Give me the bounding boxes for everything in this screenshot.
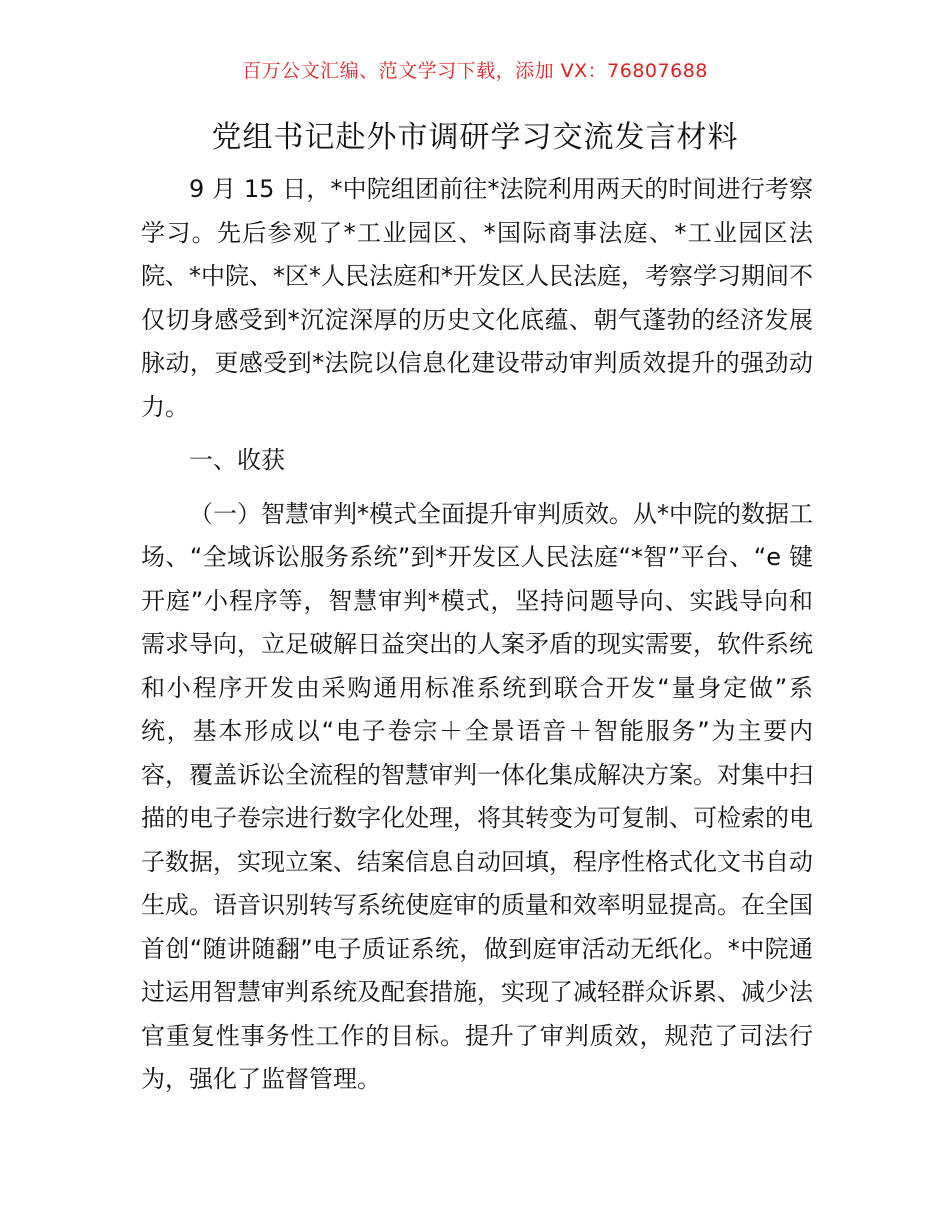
intro-paragraph: 9 月 15 日，*中院组团前往*法院利用两天的时间进行考察学习。先后参观了*工业园区、*国际商事法庭、*工业园区法院、*中院、*区*人民法庭和*开发区人民法庭，考察学习期间不仅切身感受到*沉淀深厚的历史文化底蕴、朝气蓬勃的经济发展脉动，更感受到*法院以信息化建设带动审判质效提升的强劲动力。 xyxy=(141,175,813,421)
header-banner: 百万公文汇编、范文学习下载，添加 VX：76807688 xyxy=(242,60,708,82)
body-paragraph: （一）智慧审判*模式全面提升审判质效。从*中院的数据工场、“全域诉讼服务系统”到*开发区人民法庭“*智”平台、“e 键开庭”小程序等，智慧审判*模式，坚持问题导向、实践导向和需求导向，立足破解日益突出的人案矛盾的现实需要，软件系统和小程序开发由采购通用标准系统到联合开发“量身定做”系统，基本形成以“电子卷宗＋全景语音＋智能服务”为主要内容，覆盖诉讼全流程的智慧审判一体化集成解决方案。对集中扫描的电子卷宗进行数字化处理，将其转变为可复制、可检索的电子数据，实现立案、结案信息自动回填，程序性格式化文书自动生成。语音识别转写系统使庭审的质量和效率明显提高。在全国首创“随讲随翻”电子质证系统，做到庭审活动无纸化。*中院通过运用智慧审判系统及配套措施，实现了减轻群众诉累、减少法官重复性事务性工作的目标。提升了审判质效，规范了司法行为，强化了监督管理。 xyxy=(141,499,813,1093)
section-heading: 一、收获 xyxy=(189,446,285,474)
document-title: 党组书记赴外市调研学习交流发言材料 xyxy=(211,120,739,155)
document-body xyxy=(141,168,813,1102)
